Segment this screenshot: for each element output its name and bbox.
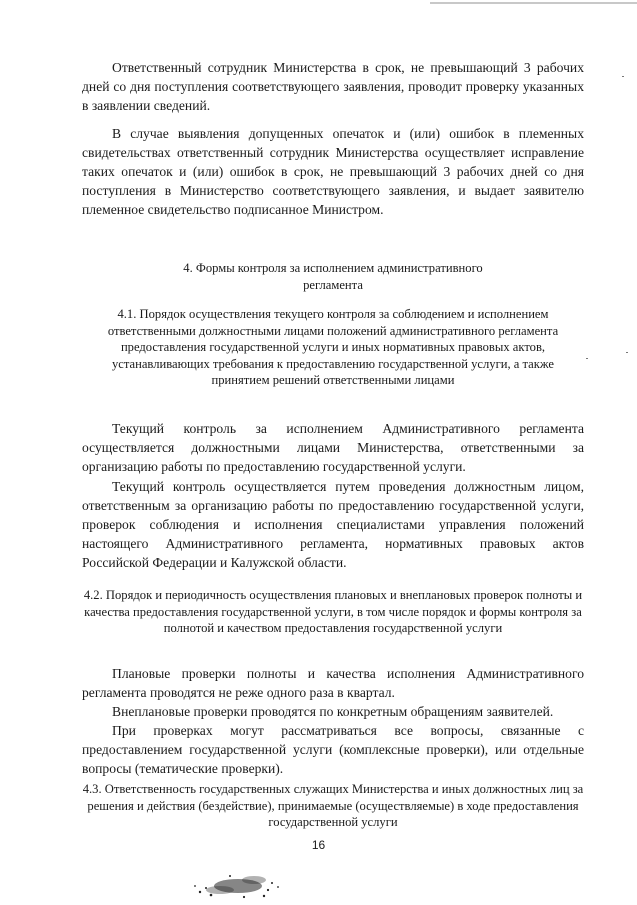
scan-speck [586, 358, 588, 359]
paragraph-check-questions: При проверках могут рассматриваться все вопросы, связанные с предоставлением государственной услуги (комплексные проверки), или отдельные вопросы (тематические проверки). [82, 723, 584, 776]
paragraph-current-control: Текущий контроль за исполнением Административного регламента осуществляется должностными лицами Министерства, ответственными за организацию работы по предоставлению государственной услуги. [82, 421, 584, 474]
page-number: 16 [311, 838, 326, 852]
scan-edge-line [430, 2, 637, 4]
stamp-smudge [180, 868, 290, 902]
paragraph-verification: Ответственный сотрудник Министерства в срок, не превышающий 3 рабочих дней со дня поступления соответствующего заявления, проводит проверку указанных в заявлении сведений. [82, 60, 584, 113]
paragraph-planned-checks: Плановые проверки полноты и качества исполнения Административного регламента проводятся не реже одного раза в квартал. [82, 666, 584, 700]
section-4-heading: 4. Формы контроля за исполнением административного регламента [183, 261, 483, 292]
section-4-3-heading: 4.3. Ответственность государственных служащих Министерства и иных должностных лиц за решения и действия (бездействие), принимаемые (осуществляемые) в ходе предоставления государственной услуги [82, 782, 584, 829]
scan-speck [622, 76, 624, 77]
scan-speck [626, 352, 628, 353]
paragraph-unplanned-checks: Внеплановые проверки проводятся по конкретным обращениям заявителей. [112, 704, 554, 719]
paragraph-correction: В случае выявления допущенных опечаток и (или) ошибок в племенных свидетельствах ответственный сотрудник Министерства осуществляет исправление таких опечаток и (или) ошибок в срок, не превышающий 3 рабочих дней со дня поступления в Министерство соответствующего заявления, и выдает заявителю племенное свидетельство подписанное Министром. [82, 126, 584, 217]
section-4-2-heading: 4.2. Порядок и периодичность осуществления плановых и внеплановых проверок полноты и качества предоставления государственной услуги, в том числе порядок и формы контроля за полнотой и качеством предоставления государственной услуги [83, 588, 583, 635]
section-4-1-heading: 4.1. Порядок осуществления текущего контроля за соблюдением и исполнением ответственными должностными лицами положений административного регламента предоставления государственной услуги и иных нормативных правовых актов, устанавливающих требования к предоставлению государственной услуги, а также принятием решений ответственными лицами [107, 307, 559, 387]
paragraph-control-method: Текущий контроль осуществляется путем проведения должностным лицом, ответственным за организацию работы по предоставлению государственной услуги, проверок соблюдения и исполнения специалистами управления положений настоящего Административного регламента, нормативных правовых актов Российской Федерации и Калужской области. [82, 479, 584, 570]
